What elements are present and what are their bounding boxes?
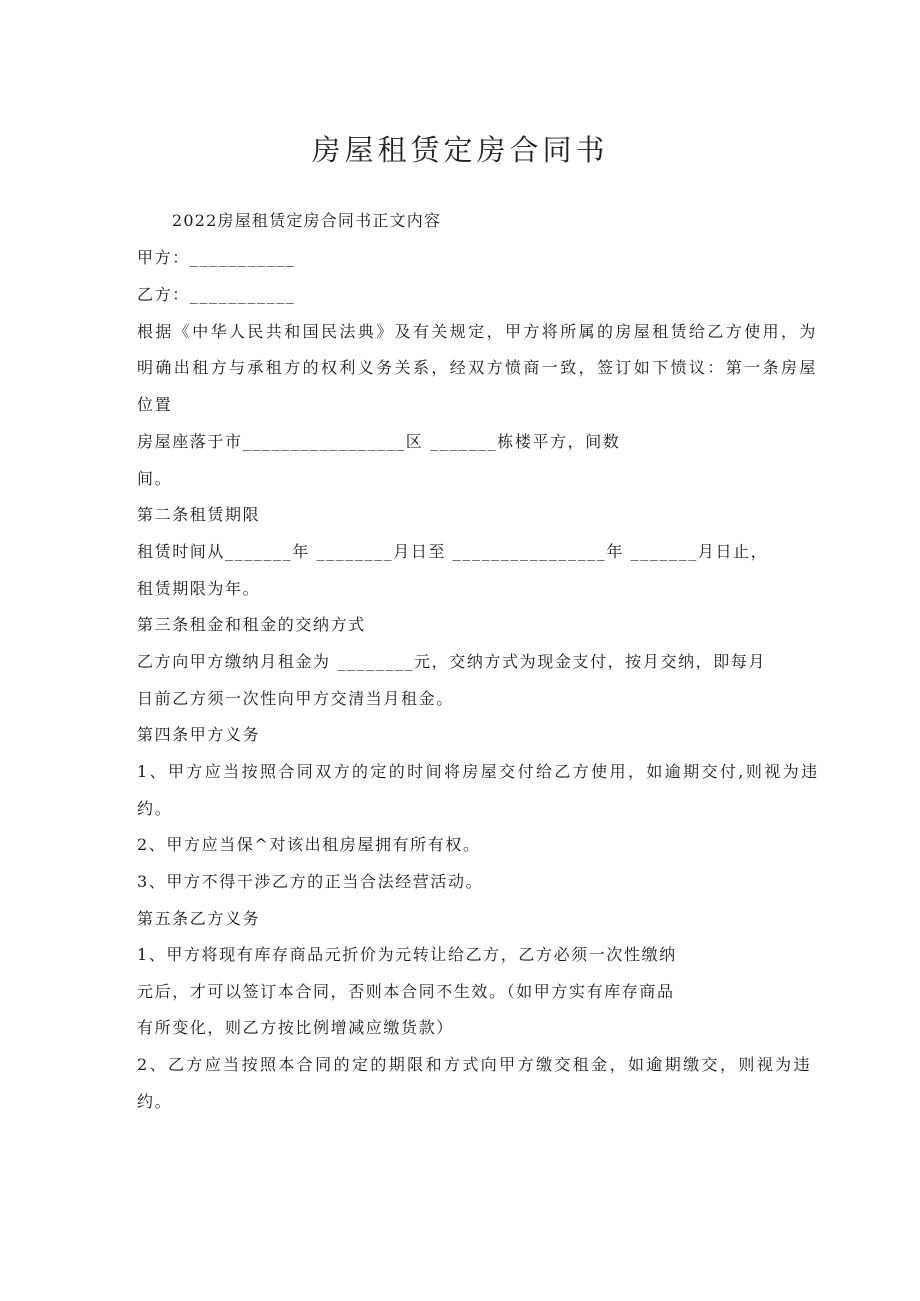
paragraph-line: 租赁期限为年。	[137, 579, 261, 598]
paragraph-line: 间。	[137, 469, 173, 488]
paragraph-line: 有所变化，则乙方按比例增减应缴货款）	[137, 1018, 454, 1037]
list-item: 2、甲方应当保^对该出租房屋拥有所有权。	[137, 835, 481, 854]
paragraph-line: 约。	[137, 1092, 173, 1111]
document-subtitle: 2022房屋租赁定房合同书正文内容	[172, 211, 442, 230]
paragraph-line: 位置	[137, 395, 173, 414]
section-heading: 第三条租金和租金的交纳方式	[137, 615, 366, 634]
list-item: 2、乙方应当按照本合同的定的期限和方式向甲方缴交租金，如逾期缴交，则视为违	[137, 1055, 812, 1074]
list-item: 1、甲方将现有库存商品元折价为元转让给乙方，乙方必须一次性缴纳	[137, 945, 677, 964]
document-title: 房屋租赁定房合同书	[311, 133, 609, 167]
section-heading: 第四条甲方义务	[137, 725, 261, 744]
paragraph-line: 元后，才可以签订本合同，否则本合同不生效。（如甲方实有库存商品	[137, 982, 675, 1001]
paragraph-line: 约。	[137, 799, 173, 818]
list-item: 3、甲方不得干涉乙方的正当合法经营活动。	[137, 872, 484, 891]
paragraph-line: 房屋座落于市_________________区 _______栋楼平方，间数	[137, 432, 621, 451]
paragraph-line: 租赁时间从_______年 ________月日至 ________________年 _______月日止，	[137, 542, 769, 561]
paragraph-line: 乙方向甲方缴纳月租金为 ________元，交纳方式为现金支付，按月交纳，即每月	[137, 652, 767, 671]
party-b-line: 乙方：___________	[137, 285, 296, 304]
section-heading: 第二条租赁期限	[137, 505, 261, 524]
paragraph-line: 日前乙方须一次性向甲方交清当月租金。	[137, 689, 454, 708]
list-item: 1、甲方应当按照合同双方的定的时间将房屋交付给乙方使用，如逾期交付,则视为违	[137, 762, 820, 781]
paragraph-line: 根据《中华人民共和国民法典》及有关规定，甲方将所属的房屋租赁给乙方使用，为	[137, 322, 818, 341]
paragraph-line: 明确出租方与承租方的权利义务关系，经双方愤商一致，签订如下愤议：第一条房屋	[137, 358, 818, 377]
section-heading: 第五条乙方义务	[137, 909, 261, 928]
party-a-line: 甲方：___________	[137, 248, 296, 267]
